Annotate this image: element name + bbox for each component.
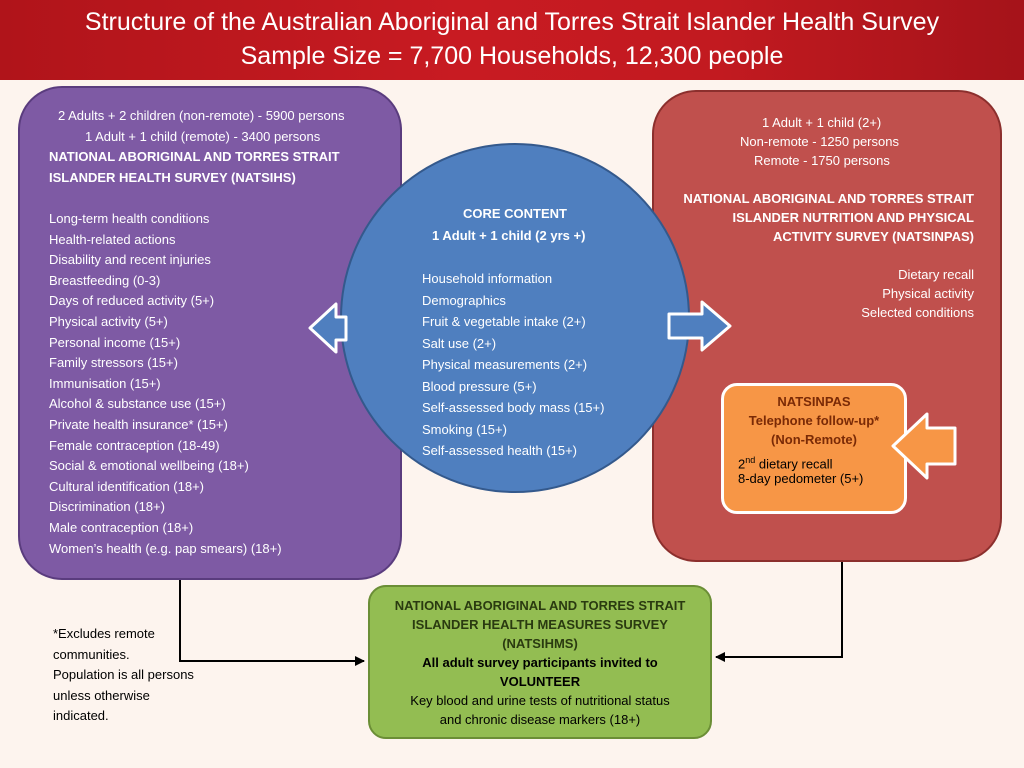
followup-title: Telephone follow-up* <box>748 413 880 428</box>
natsinpas-topic: Selected conditions <box>861 305 974 320</box>
followup-title: NATSINPAS <box>777 394 851 409</box>
core-content-item: Smoking (15+) <box>422 421 507 437</box>
natsihs-topic: Long-term health conditions <box>49 211 210 226</box>
core-content-item: Fruit & vegetable intake (2+) <box>422 314 586 329</box>
natsihs-topic: Cultural identification (18+) <box>49 478 204 494</box>
natsinpas-title: NATIONAL ABORIGINAL AND TORRES STRAIT <box>683 191 974 206</box>
arrow-into-followup <box>893 414 955 478</box>
core-content-item: Self-assessed health (15+) <box>422 443 578 458</box>
natsihs-topic: Social & emotional wellbeing (18+) <box>49 458 249 474</box>
natsihs-topic: Physical activity (5+) <box>49 314 168 329</box>
natsihs-title: NATIONAL ABORIGINAL AND TORRES STRAIT <box>49 149 340 164</box>
natsihms-title: NATIONAL ABORIGINAL AND TORRES STRAIT <box>394 598 686 613</box>
natsihs-title: ISLANDER HEALTH SURVEY (NATSIHS) <box>49 170 296 185</box>
footnote-line: Population is all persons <box>53 667 194 683</box>
natsihms-invite: VOLUNTEER <box>499 674 581 689</box>
natsihs-topic: Family stressors (15+) <box>49 355 178 371</box>
core-content-subtitle: 1 Adult + 1 child (2 yrs +) <box>432 228 586 243</box>
natsinpas-sample-line: Non-remote - 1250 persons <box>740 134 899 149</box>
natsinpas-topic: Physical activity <box>882 286 974 301</box>
natsihs-topic: Male contraception (18+) <box>49 520 194 535</box>
natsihms-description: Key blood and urine tests of nutritional status <box>410 693 670 708</box>
core-content-item: Household information <box>422 271 553 286</box>
natsihms-description: and chronic disease markers (18+) <box>439 712 641 727</box>
natsihs-topic: Disability and recent injuries <box>49 252 211 268</box>
footnote-line: indicated. <box>53 708 109 724</box>
natsinpas-sample-line: Remote - 1750 persons <box>754 153 890 168</box>
natsinpas-title: ACTIVITY SURVEY (NATSINPAS) <box>772 229 974 244</box>
arrow-left-to-natsihs <box>310 304 346 352</box>
core-content-item: Salt use (2+) <box>422 335 497 351</box>
natsihs-topic: Private health insurance* (15+) <box>49 417 228 432</box>
natsinpas-sample-line: 1 Adult + 1 child (2+) <box>762 115 882 130</box>
arrow-right-to-natsinpas <box>669 302 730 350</box>
natsihs-topic: Immunisation (15+) <box>49 375 161 391</box>
core-content-item: Physical measurements (2+) <box>422 357 588 372</box>
natsihs-topic: Personal income (15+) <box>49 334 181 350</box>
natsihs-topic: Alcohol & substance use (15+) <box>49 396 226 412</box>
footnote-line: unless otherwise <box>53 687 150 703</box>
natsihs-topic: Breastfeeding (0-3) <box>49 272 161 288</box>
natsihms-title: ISLANDER HEALTH MEASURES SURVEY <box>412 617 668 632</box>
core-content-item: Blood pressure (5+) <box>422 378 537 394</box>
natsihs-topic: Women’s health (e.g. pap smears) (18+) <box>49 540 282 556</box>
natsihs-topic: Discrimination (18+) <box>49 499 165 515</box>
natsihms-title: (NATSIHMS) <box>502 636 578 651</box>
natsihms-invite: All adult survey participants invited to <box>422 655 658 670</box>
natsihs-topic: Female contraception (18-49) <box>49 437 220 453</box>
page-title: Structure of the Australian Aboriginal and Torres Strait Islander Health Survey <box>84 8 940 36</box>
natsihs-sample-line: 1 Adult + 1 child (remote) - 3400 persons <box>85 129 321 144</box>
followup-dietary-recall: 2nd dietary recall <box>738 455 833 472</box>
connector-natsinpas-to-natsihms <box>716 562 842 657</box>
core-content-item: Self-assessed body mass (15+) <box>422 400 605 415</box>
natsinpas-title: ISLANDER NUTRITION AND PHYSICAL <box>732 210 974 225</box>
natsihs-topic: Health-related actions <box>49 231 176 247</box>
natsihs-topic: Days of reduced activity (5+) <box>49 293 215 309</box>
footnote-line: communities. <box>53 646 130 662</box>
natsihs-sample-line: 2 Adults + 2 children (non-remote) - 5900 persons <box>58 108 345 123</box>
footnote-line: *Excludes remote <box>53 626 155 641</box>
core-content-item: Demographics <box>422 292 506 308</box>
followup-title: (Non-Remote) <box>771 432 857 447</box>
natsinpas-topic: Dietary recall <box>898 267 974 282</box>
core-content-title: CORE CONTENT <box>463 206 567 221</box>
followup-pedometer: 8-day pedometer (5+) <box>738 471 864 486</box>
page-subtitle: Sample Size = 7,700 Households, 12,300 people <box>240 42 784 70</box>
connector-natsihs-to-natsihms <box>180 580 364 661</box>
